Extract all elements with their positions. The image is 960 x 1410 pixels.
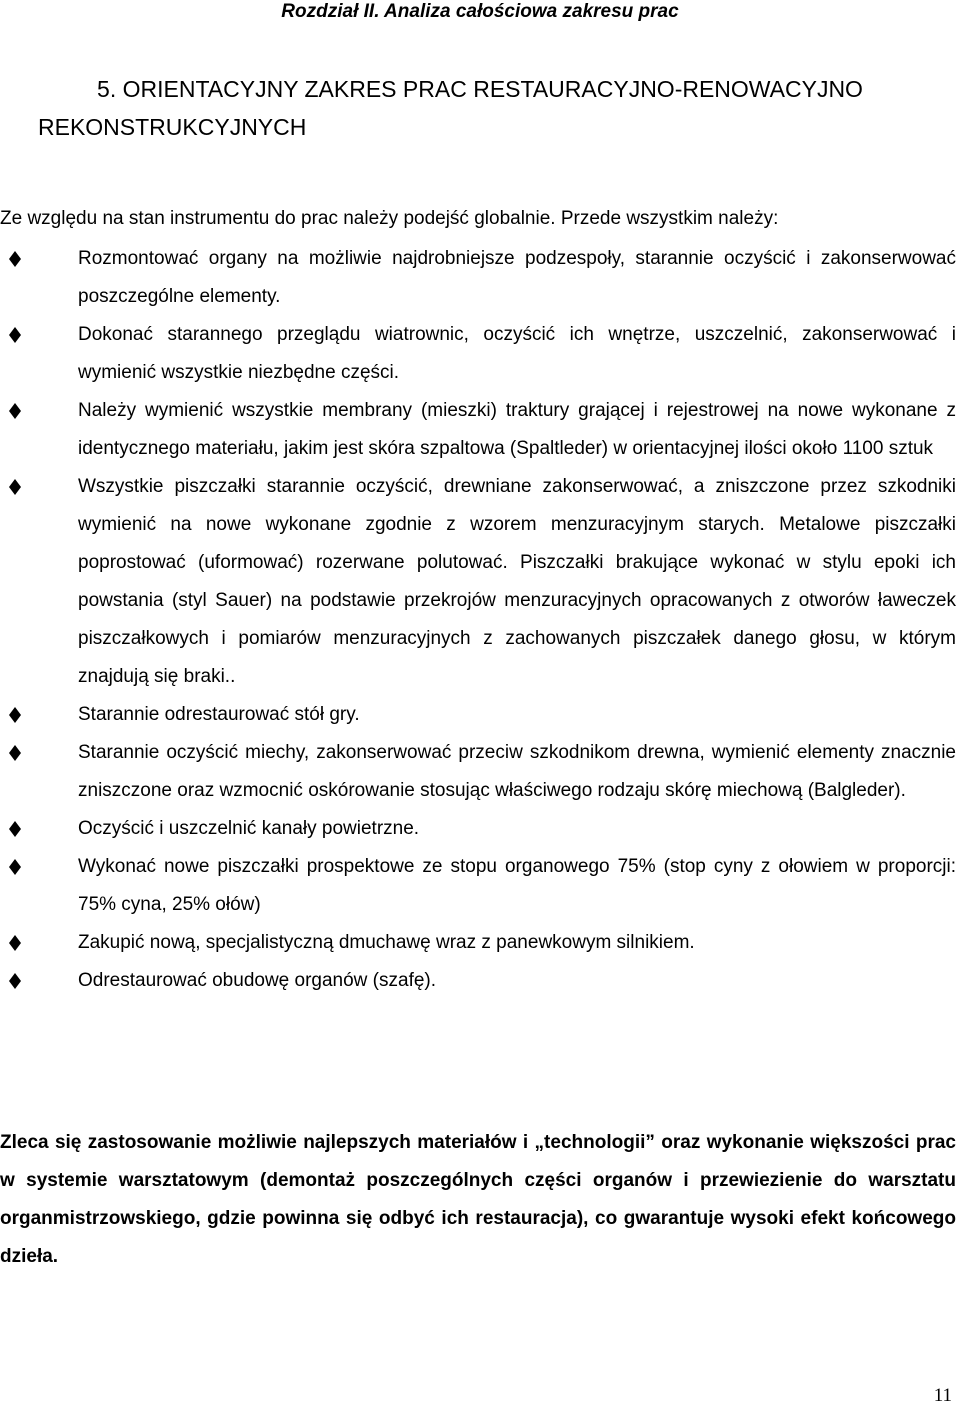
list-item-text: Starannie odrestaurować stół gry. bbox=[78, 704, 360, 725]
list-item-text: Wykonać nowe piszczałki prospektowe ze stopu organowego 75% (stop cyny z ołowiem w proporcji: 75% cyna, 25% ołów) bbox=[78, 856, 956, 915]
list-item bbox=[0, 696, 960, 734]
list-item bbox=[0, 240, 960, 316]
diamond-bullet-icon bbox=[6, 972, 24, 990]
list-item bbox=[0, 734, 960, 810]
list-item bbox=[0, 316, 960, 392]
list-item bbox=[0, 392, 960, 468]
list-item bbox=[0, 810, 960, 848]
chapter-header: Rozdział II. Analiza całościowa zakresu prac bbox=[281, 1, 679, 22]
intro-paragraph: Ze względu na stan instrumentu do prac należy podejść globalnie. Przede wszystkim należy: bbox=[0, 208, 779, 229]
list-item-text: Starannie oczyścić miechy, zakonserwować przeciw szkodnikom drewna, wymienić elementy znacznie zniszczone oraz wzmocnić oskórowanie stosując właściwego rodzaju skórę miechową (Balgleder). bbox=[78, 742, 956, 801]
diamond-bullet-icon bbox=[6, 858, 24, 876]
list-item bbox=[0, 848, 960, 924]
page-number: 11 bbox=[933, 1385, 952, 1406]
diamond-bullet-icon bbox=[6, 744, 24, 762]
closing-paragraph: Zleca się zastosowanie możliwie najlepszych materiałów i „technologii” oraz wykonanie większości prac w systemie warsztatowym (demontaż poszczególnych części organów i przewiezienie do warsztatu organmistrzowskiego, gdzie powinna się odbyć ich restauracja), co gwarantuje wysoki efekt końcowego dzieła. bbox=[0, 1132, 956, 1267]
list-item-text: Zakupić nową, specjalistyczną dmuchawę wraz z panewkowym silnikiem. bbox=[78, 932, 695, 953]
list-item-text: Rozmontować organy na możliwie najdrobniejsze podzespoły, starannie oczyścić i zakonserwować poszczególne elementy. bbox=[78, 248, 956, 307]
list-item-text: Odrestaurować obudowę organów (szafę). bbox=[78, 970, 437, 991]
list-item-text: Należy wymienić wszystkie membrany (mieszki) traktury grającej i rejestrowej na nowe wykonane z identycznego materiału, jakim jest skóra szpaltowa (Spaltleder) w orientacyjnej ilości około 1100 sztuk bbox=[78, 400, 956, 459]
diamond-bullet-icon bbox=[6, 326, 24, 344]
diamond-bullet-icon bbox=[6, 478, 24, 496]
list-item-text: Oczyścić i uszczelnić kanały powietrzne. bbox=[78, 818, 420, 839]
list-item bbox=[0, 468, 960, 696]
diamond-bullet-icon bbox=[6, 820, 24, 838]
list-item-text: Wszystkie piszczałki starannie oczyścić, drewniane zakonserwować, a zniszczone przez szkodniki wymienić na nowe wykonane zgodnie z wzorem menzuracyjnym starych. Metalowe piszczałki poprostować (uformować) rozerwane polutować. Piszczałki brakujące wykonać w stylu epoki ich powstania (styl Sauer) na podstawie przekrojów menzuracyjnych opracowanych z otworów ławeczek piszczałkowych i pomiarów menzuracyjnych z zachowanych piszczałek danego głosu, w którym znajdują się braki.. bbox=[78, 476, 956, 687]
list-item bbox=[0, 962, 960, 1000]
diamond-bullet-icon bbox=[6, 934, 24, 952]
list-item bbox=[0, 924, 960, 962]
task-list bbox=[0, 240, 960, 1000]
list-item-text: Dokonać starannego przeglądu wiatrownic, oczyścić ich wnętrze, uszczelnić, zakonserwować i wymienić wszystkie niezbędne części. bbox=[78, 324, 956, 383]
diamond-bullet-icon bbox=[6, 250, 24, 268]
diamond-bullet-icon bbox=[6, 706, 24, 724]
section-heading bbox=[0, 70, 960, 146]
section-title-line-1: 5. ORIENTACYJNY ZAKRES PRAC RESTAURACYJNO-RENOWACYJNO bbox=[97, 76, 863, 102]
section-title-line-2: REKONSTRUKCYJNYCH bbox=[38, 114, 307, 140]
diamond-bullet-icon bbox=[6, 402, 24, 420]
